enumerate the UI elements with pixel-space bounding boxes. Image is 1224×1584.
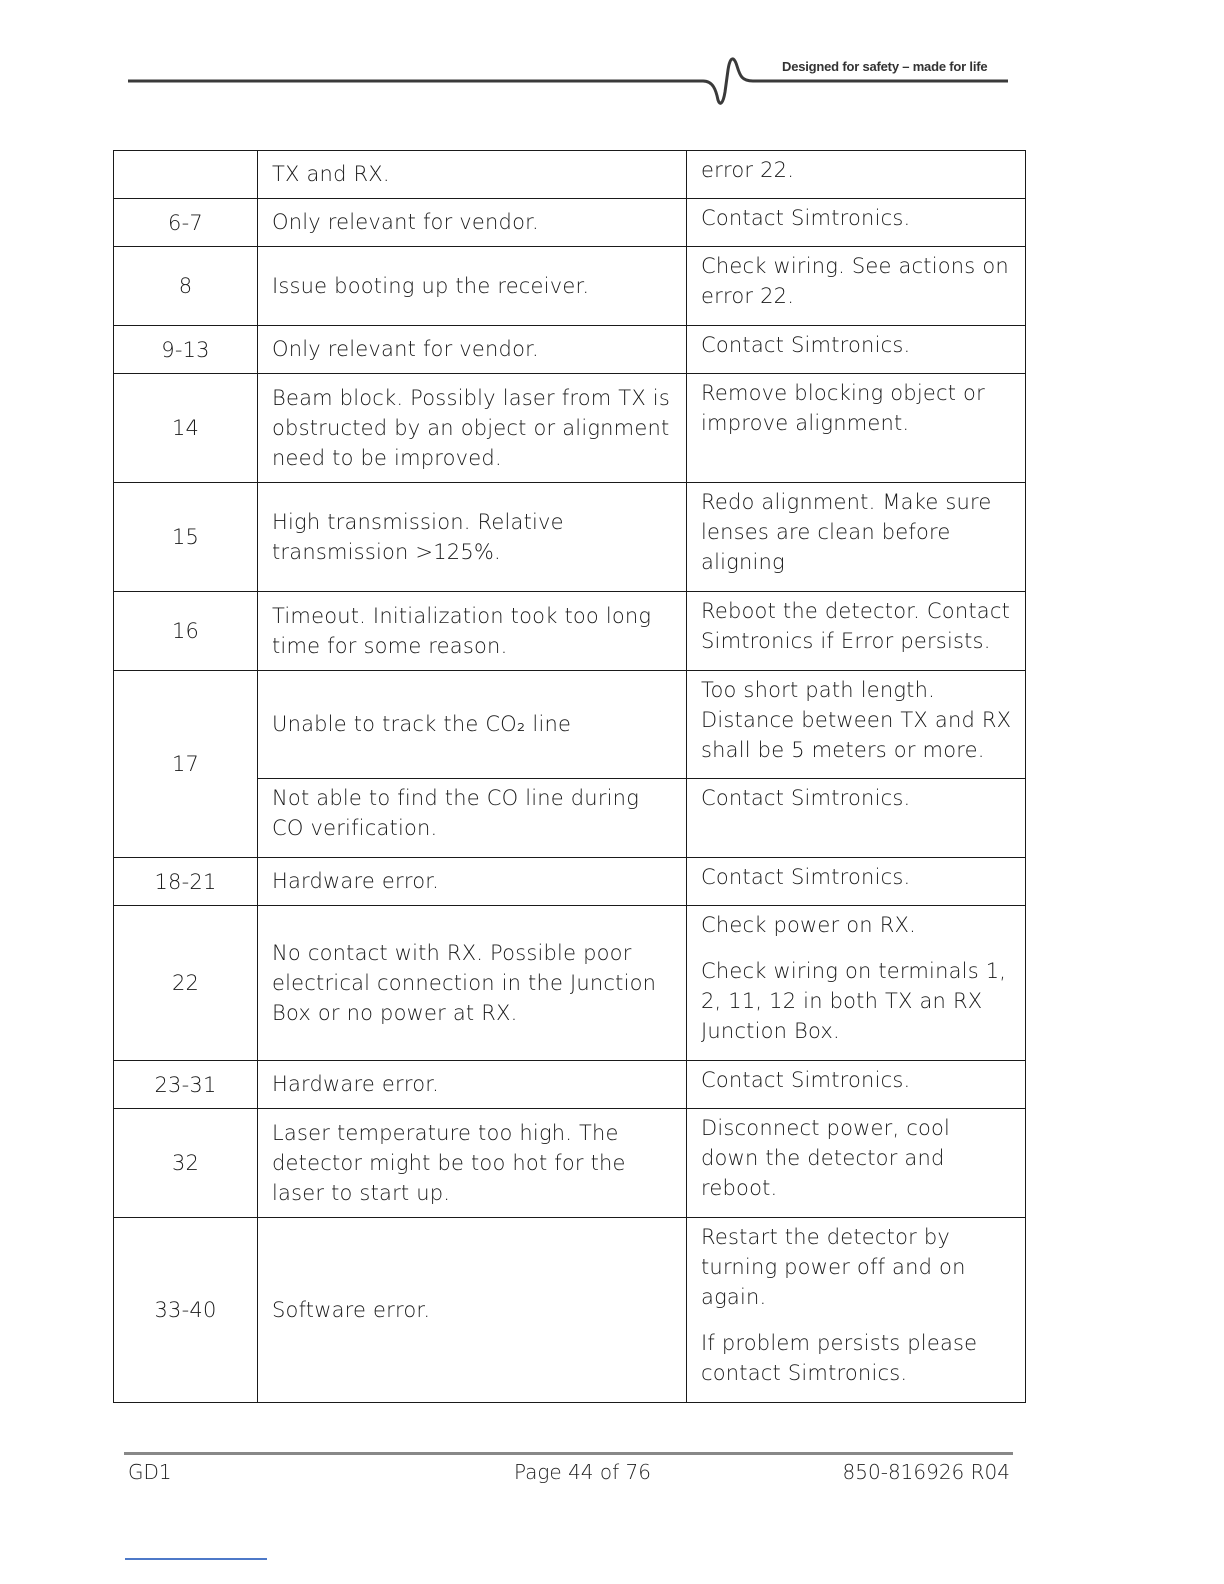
error-code-cell: 16 [114, 592, 258, 671]
table-row [114, 1218, 1026, 1403]
action-line: Check power on RX. [701, 913, 916, 937]
description-cell: Hardware error. [258, 858, 687, 906]
description-cell: Beam block. Possibly laser from TX is obstructed by an object or alignment need to be improved. [258, 374, 687, 483]
error-code-cell: 17 [114, 671, 258, 858]
action-cell: Contact Simtronics. [687, 326, 1026, 374]
error-code-cell: 8 [114, 247, 258, 326]
table-row [114, 1109, 1026, 1218]
action-cell: Contact Simtronics. [687, 858, 1026, 906]
description-cell: High transmission. Relative transmission >125%. [258, 483, 687, 592]
table-row [114, 326, 1026, 374]
header-rule-logo [128, 0, 1012, 110]
description-cell: Only relevant for vendor. [258, 326, 687, 374]
table-row [114, 199, 1026, 247]
action-cell [687, 1218, 1026, 1403]
table-row [114, 483, 1026, 592]
error-code-cell: 6-7 [114, 199, 258, 247]
description-cell: Timeout. Initialization took too long time for some reason. [258, 592, 687, 671]
error-code-cell [114, 151, 258, 199]
description-cell: No contact with RX. Possible poor electrical connection in the Junction Box or no power at RX. [258, 906, 687, 1061]
action-cell: Check wiring. See actions on error 22. [687, 247, 1026, 326]
table-row [114, 374, 1026, 483]
error-code-cell: 9-13 [114, 326, 258, 374]
action-line: Restart the detector by turning power off and on again. [701, 1225, 966, 1309]
action-cell: Reboot the detector. Contact Simtronics if Error persists. [687, 592, 1026, 671]
footer-page-number: Page 44 of 76 [514, 1460, 651, 1484]
table-row [114, 592, 1026, 671]
error-code-cell: 23-31 [114, 1061, 258, 1109]
error-code-cell: 14 [114, 374, 258, 483]
description-cell: TX and RX. [258, 151, 687, 199]
action-cell: Disconnect power, cool down the detector and reboot. [687, 1109, 1026, 1218]
description-cell: Unable to track the CO₂ line [258, 671, 687, 779]
footer-doc-name: GD1 [128, 1460, 172, 1484]
description-cell: Software error. [258, 1218, 687, 1403]
error-code-cell: 32 [114, 1109, 258, 1218]
action-cell: Remove blocking object or improve alignment. [687, 374, 1026, 483]
description-cell: Hardware error. [258, 1061, 687, 1109]
footnote-link-underline [125, 1558, 267, 1560]
table-row [114, 858, 1026, 906]
table-row [114, 1061, 1026, 1109]
table-row [114, 906, 1026, 1061]
action-cell: Contact Simtronics. [687, 1061, 1026, 1109]
description-cell: Only relevant for vendor. [258, 199, 687, 247]
error-code-cell: 15 [114, 483, 258, 592]
action-cell: error 22. [687, 151, 1026, 199]
description-cell: Laser temperature too high. The detector might be too hot for the laser to start up. [258, 1109, 687, 1218]
action-cell: Contact Simtronics. [687, 779, 1026, 858]
table-row [114, 151, 1026, 199]
action-cell [687, 906, 1026, 1061]
action-line: Check wiring on terminals 1, 2, 11, 12 in both TX an RX Junction Box. [701, 959, 1007, 1043]
action-line: If problem persists please contact Simtronics. [701, 1331, 978, 1385]
action-cell: Contact Simtronics. [687, 199, 1026, 247]
table-row [114, 247, 1026, 326]
description-cell: Not able to find the CO line during CO verification. [258, 779, 687, 858]
error-code-cell: 18-21 [114, 858, 258, 906]
error-code-table [113, 150, 1026, 1403]
action-cell: Redo alignment. Make sure lenses are clean before aligning [687, 483, 1026, 592]
error-code-cell: 22 [114, 906, 258, 1061]
table-row [114, 671, 1026, 779]
header-tagline: Designed for safety – made for life [782, 59, 988, 74]
footer-doc-ref: 850-816926 R04 [842, 1460, 1010, 1484]
footer-divider [124, 1452, 1013, 1455]
error-code-cell: 33-40 [114, 1218, 258, 1403]
description-cell: Issue booting up the receiver. [258, 247, 687, 326]
action-cell: Too short path length. Distance between TX and RX shall be 5 meters or more. [687, 671, 1026, 779]
